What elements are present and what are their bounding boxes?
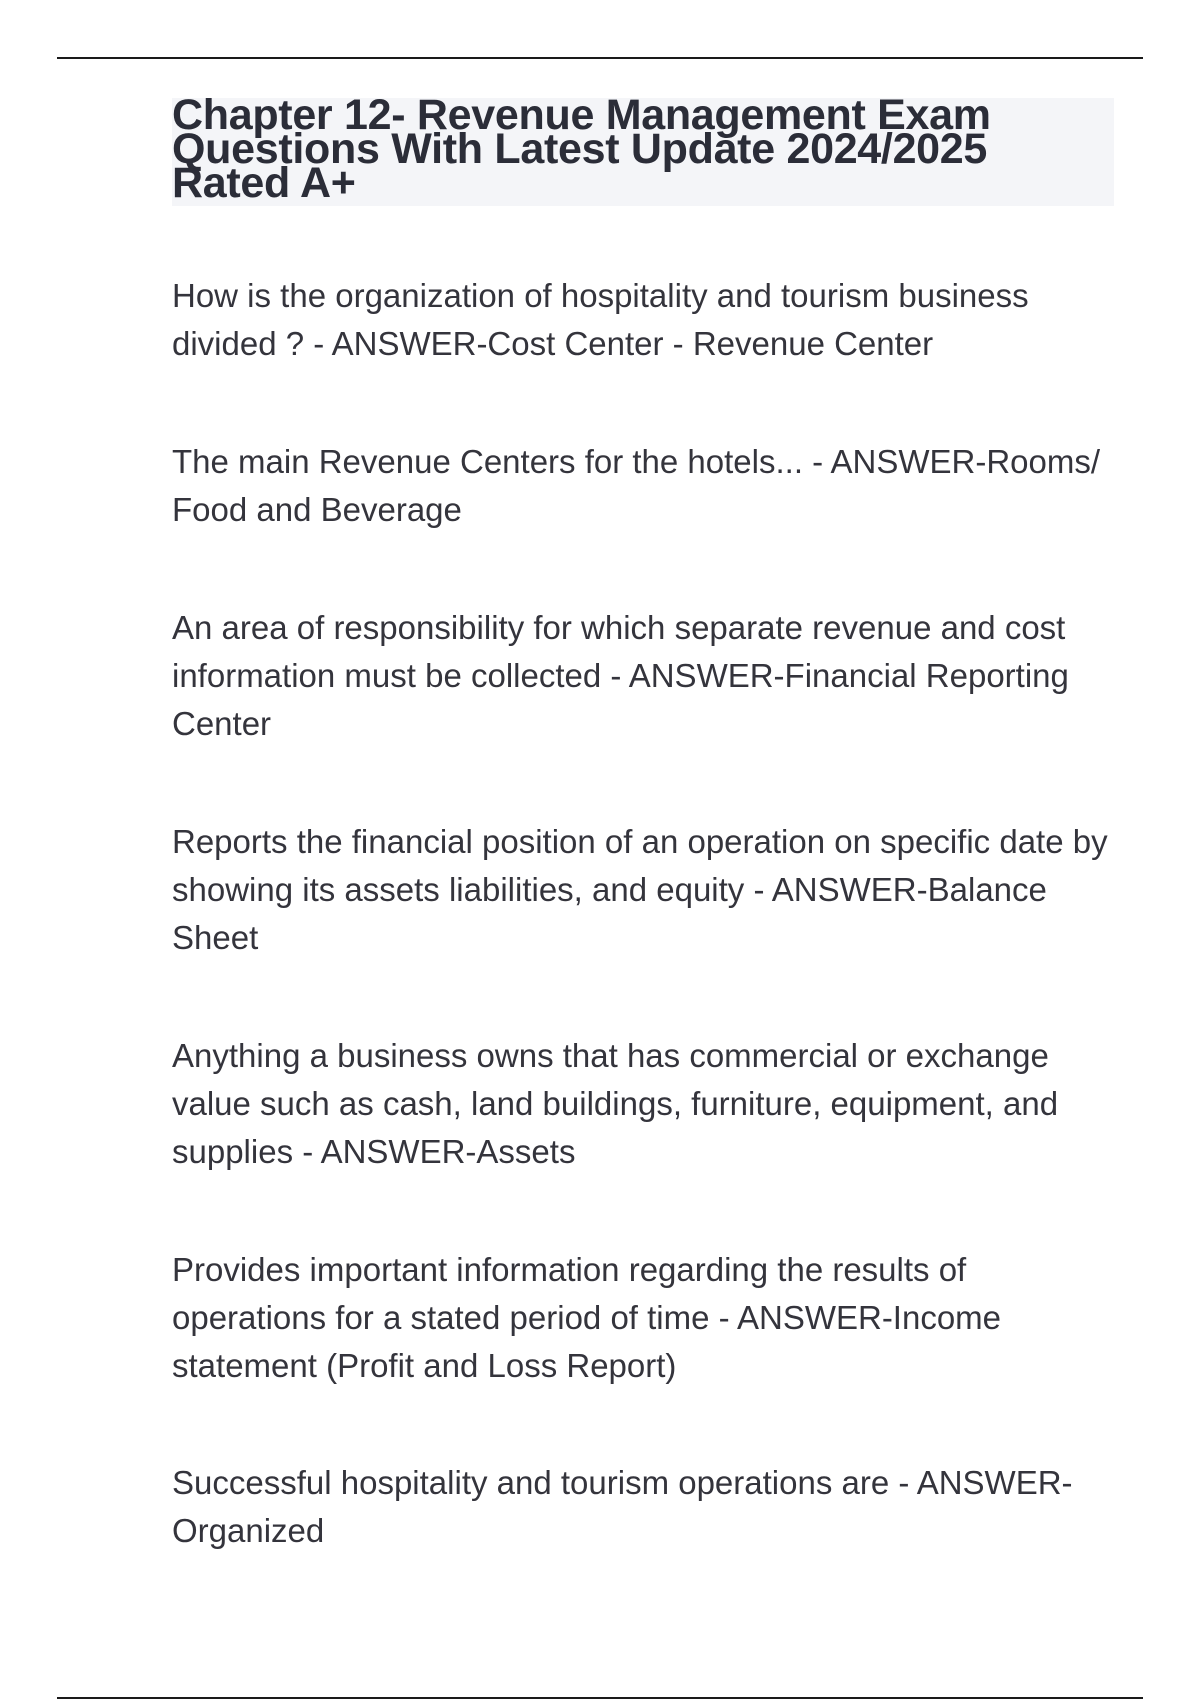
qa-item-5: Anything a business owns that has commercial or exchange value such as cash, land buildings, furniture, equipment, and supplies - ANSWER-Assets bbox=[172, 1037, 1059, 1170]
qa-item-6: Provides important information regarding the results of operations for a stated period of time - ANSWER-Income statement (Profit and Loss Report) bbox=[172, 1251, 1002, 1384]
qa-item-2: The main Revenue Centers for the hotels... - ANSWER-Rooms/ Food and Beverage bbox=[172, 443, 1101, 528]
title-line-2: Questions With Latest Update 2024/2025 bbox=[172, 125, 988, 173]
qa-item-7: Successful hospitality and tourism operations are - ANSWER-Organized bbox=[172, 1464, 1073, 1549]
qa-item-3: An area of responsibility for which separate revenue and cost information must be collected - ANSWER-Financial Reporting Center bbox=[172, 609, 1069, 742]
bottom-divider bbox=[57, 1697, 1143, 1699]
title-line-1: Chapter 12- Revenue Management Exam bbox=[172, 91, 991, 139]
qa-item-4: Reports the financial position of an operation on specific date by showing its assets liabilities, and equity - ANSWER-Balance Sheet bbox=[172, 823, 1108, 956]
qa-item-1: How is the organization of hospitality and tourism business divided ? - ANSWER-Cost Center - Revenue Center bbox=[172, 277, 1029, 362]
title-block bbox=[172, 91, 1114, 207]
top-divider bbox=[57, 57, 1143, 59]
title-line-3: Rated A+ bbox=[172, 159, 356, 207]
document-title bbox=[172, 91, 1114, 207]
